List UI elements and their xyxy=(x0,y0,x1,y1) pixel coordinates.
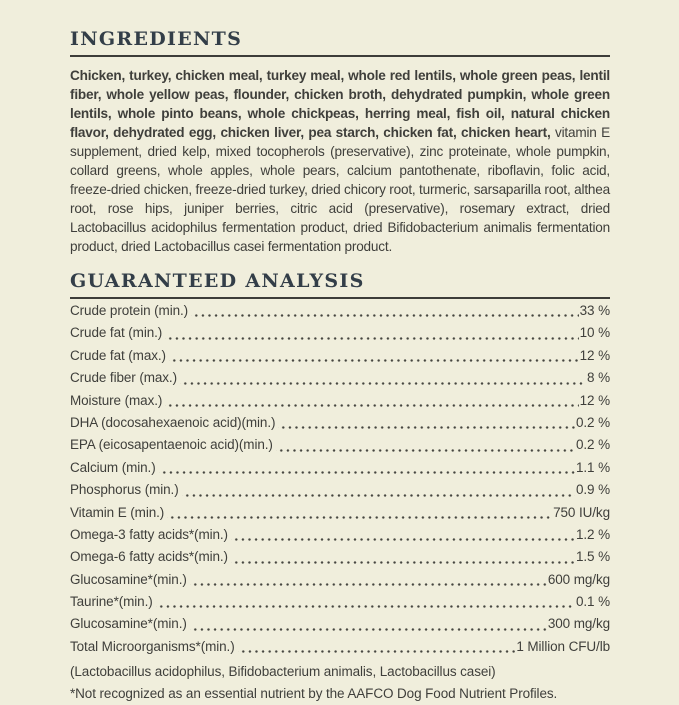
analysis-row xyxy=(70,549,610,571)
analysis-value: 0.1 % xyxy=(575,594,610,610)
ingredients-text xyxy=(70,66,610,256)
analysis-label: Glucosamine*(min.) xyxy=(70,571,187,587)
microorganisms-note: (Lactobacillus acidophilus, Bifidobacterium animalis, Lactobacillus casei) xyxy=(70,664,496,680)
dot-leader xyxy=(159,460,575,482)
analysis-value: 0.9 % xyxy=(575,482,610,498)
analysis-label: Crude fat (max.) xyxy=(70,347,166,363)
analysis-row xyxy=(70,370,610,392)
analysis-label: EPA (eicosapentaenoic acid)(min.) xyxy=(70,437,273,453)
analysis-value: 600 mg/kg xyxy=(547,571,610,587)
analysis-label: Total Microorganisms*(min.) xyxy=(70,638,235,654)
analysis-row xyxy=(70,616,610,638)
analysis-value: 1.1 % xyxy=(575,459,610,475)
dot-leader xyxy=(278,415,575,437)
ingredients-secondary-list: vitamin E supplement, dried kelp, mixed tocopherols (preservative), zinc proteinate, whole pumpkin, collard greens, whole apples, whole pears, calcium pantothenate, riboflavin, folic acid, freeze-dried chicken, freeze-dried turkey, dried chicory root, turmeric, sarsaparilla root, althea root, rose hips, juniper berries, citric acid (preservative), rosemary extract, dried Lactobacillus acidophilus fermentation product, dried Bifidobacterium animalis fermentation product, dried Lactobacillus casei fermentation product. xyxy=(70,125,610,254)
analysis-label: Crude fiber (max.) xyxy=(70,370,177,386)
analysis-value: 1.5 % xyxy=(575,549,610,565)
analysis-row xyxy=(70,527,610,549)
analysis-row xyxy=(70,482,610,504)
analysis-value: 33 % xyxy=(579,303,610,318)
dot-leader xyxy=(180,370,586,392)
analysis-row xyxy=(70,505,610,527)
analysis-value: 1.2 % xyxy=(575,526,610,542)
analysis-label: DHA (docosahexaenoic acid)(min.) xyxy=(70,414,276,430)
analysis-row xyxy=(70,325,610,347)
dot-leader xyxy=(238,639,516,661)
ingredients-heading: INGREDIENTS xyxy=(70,28,243,50)
analysis-label: Omega-6 fatty acids*(min.) xyxy=(70,549,228,565)
dot-leader xyxy=(165,325,578,347)
analysis-value: 10 % xyxy=(579,325,610,341)
dot-leader xyxy=(191,303,579,325)
analysis-row xyxy=(70,393,610,415)
analysis-label: Vitamin E (min.) xyxy=(70,504,165,520)
dot-leader xyxy=(156,594,575,616)
dot-leader xyxy=(167,505,552,527)
analysis-label: Crude fat (min.) xyxy=(70,325,163,341)
analysis-row xyxy=(70,639,610,661)
analysis-label: Taurine*(min.) xyxy=(70,594,153,610)
dot-leader xyxy=(231,527,575,549)
dot-leader xyxy=(231,549,575,571)
analysis-row xyxy=(70,437,610,459)
dot-leader xyxy=(276,437,575,459)
dot-leader xyxy=(190,616,547,638)
analysis-label: Phosphorus (min.) xyxy=(70,482,179,498)
analysis-row xyxy=(70,572,610,594)
analysis-value: 1 Million CFU/lb xyxy=(516,638,610,654)
aafco-footnote: *Not recognized as an essential nutrient by the AAFCO Dog Food Nutrient Profiles. xyxy=(70,686,558,702)
analysis-row xyxy=(70,460,610,482)
ingredients-rule xyxy=(70,55,610,57)
analysis-value: 12 % xyxy=(579,347,610,363)
analysis-value: 0.2 % xyxy=(575,414,610,430)
dot-leader xyxy=(182,482,575,504)
dot-leader xyxy=(190,572,547,594)
dot-leader xyxy=(165,393,578,415)
analysis-row xyxy=(70,303,610,325)
analysis-value: 0.2 % xyxy=(575,437,610,453)
guaranteed-analysis-heading: GUARANTEED ANALYSIS xyxy=(70,270,365,292)
guaranteed-analysis-rule xyxy=(70,297,610,299)
analysis-label: Glucosamine*(min.) xyxy=(70,616,187,632)
analysis-value: 750 IU/kg xyxy=(553,504,610,520)
analysis-row xyxy=(70,415,610,437)
analysis-label: Omega-3 fatty acids*(min.) xyxy=(70,526,228,542)
ingredients-primary-list: Chicken, turkey, chicken meal, turkey meal, whole red lentils, whole green peas, lentil fiber, whole yellow peas, flounder, chicken broth, dehydrated pumpkin, whole green lentils, whole pinto beans, whole chickpeas, herring meal, fish oil, natural chicken flavor, dehydrated egg, chicken liver, pea starch, chicken fat, chicken heart, xyxy=(70,68,610,140)
analysis-value: 12 % xyxy=(579,392,610,408)
dot-leader xyxy=(169,348,579,370)
analysis-label: Moisture (max.) xyxy=(70,392,163,408)
analysis-table xyxy=(70,303,610,661)
analysis-label: Crude protein (min.) xyxy=(70,303,189,318)
analysis-row xyxy=(70,594,610,616)
analysis-label: Calcium (min.) xyxy=(70,459,156,475)
analysis-value: 300 mg/kg xyxy=(547,616,610,632)
analysis-row xyxy=(70,348,610,370)
analysis-value: 8 % xyxy=(587,370,610,386)
